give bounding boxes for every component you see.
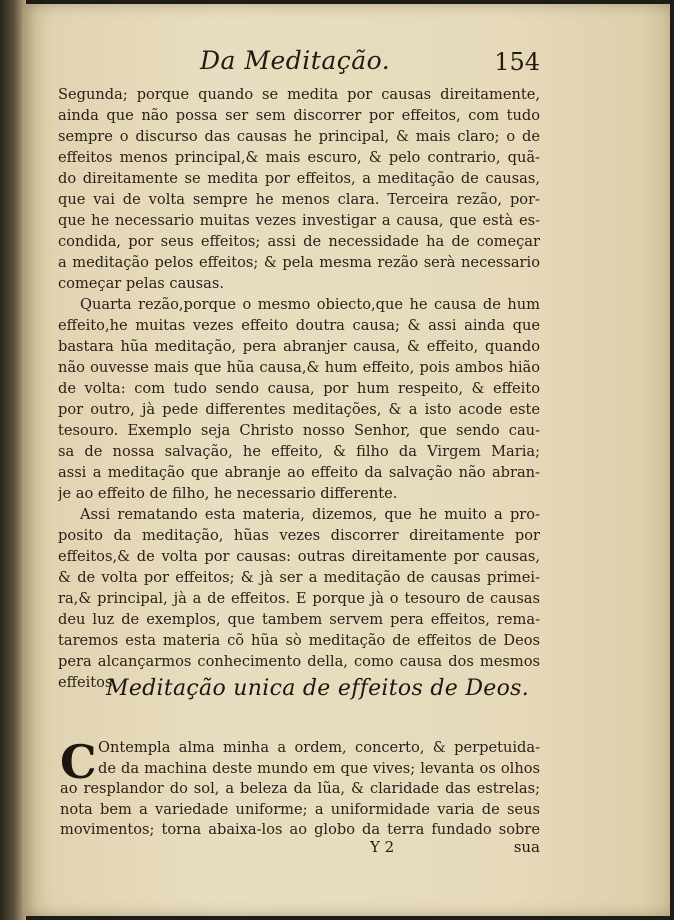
text-line: & de volta por effeitos; & jà ser a meditação de causas primei- (58, 569, 540, 586)
text-line: sempre o discurso das causas he principal, & mais claro; o de (58, 128, 540, 145)
text-line: que vai de volta sempre he menos clara. Terceira rezão, por- (58, 191, 540, 208)
text-line: condida, por seus effeitos; assi de necessidade ha de começar (58, 233, 540, 250)
text-line: movimentos; torna abaixa-los ao globo da terra fundado sobre (60, 821, 540, 838)
text-line: posito da meditação, hũas vezes discorrer direitamente por (58, 527, 540, 544)
running-title: Da Meditação. (200, 46, 391, 75)
text-line: effeitos. (58, 674, 118, 691)
text-line: começar pelas causas. (58, 275, 224, 292)
text-line: de volta: com tudo sendo causa, por hum respeito, & effeito (58, 380, 540, 397)
text-line: assi a meditação que abranje ao effeito da salvação não abran- (58, 464, 540, 481)
text-line: de da machina deste mundo em que vives; levanta os olhos (98, 759, 540, 777)
text-line: Ontempla alma minha a ordem, concerto, & perpetuida- (98, 739, 540, 756)
text-line: effeitos menos principal,& mais escuro, & pelo contrario, quã- (58, 149, 540, 166)
text-line: do direitamente se medita por effeitos, a meditação de causas, (58, 170, 540, 187)
page-number: 154 (494, 48, 540, 76)
text-line: taremos esta materia cõ hũa sò meditação de effeitos de Deos (58, 632, 540, 649)
text-line: Assi rematando esta materia, dizemos, que he muito a pro- (80, 506, 540, 523)
text-line: je ao effeito de filho, he necessario differente. (58, 485, 398, 502)
text-line: a meditação pelos effeitos; & pela mesma rezão serà necessario (58, 254, 540, 271)
text-line: bastara hũa meditação, pera abranjer causa, & effeito, quando (58, 338, 540, 355)
text-line: tesouro. Exemplo seja Christo nosso Senhor, que sendo cau- (58, 422, 540, 439)
text-line: por outro, jà pede differentes meditações, & a isto acode este (58, 401, 540, 418)
drop-cap: C (60, 735, 97, 789)
signature-mark: Y 2 (370, 838, 395, 856)
text-line: effeitos,& de volta por causas: outras direitamente por causas, (58, 548, 540, 565)
text-line: Quarta rezão,porque o mesmo obiecto,que he causa de hum (80, 296, 540, 313)
running-head (150, 46, 540, 86)
text-line: nota bem a variedade uniforme; a uniformidade varia de seus (60, 800, 540, 818)
text-line: effeito,he muitas vezes effeito doutra causa; & assi ainda que (58, 317, 540, 334)
text-line: ainda que não possa ser sem discorrer por effeitos, com tudo (58, 107, 540, 124)
text-line: que he necessario muitas vezes investigar a causa, que està es- (58, 212, 540, 229)
text-line: não ouvesse mais que hũa causa,& hum effeito, pois ambos hião (58, 359, 540, 376)
text-line: pera alcançarmos conhecimento della, como causa dos mesmos (58, 653, 540, 670)
text-line: ao resplandor do sol, a beleza da lũa, & claridade das estrelas; (60, 780, 540, 797)
text-line: sa de nossa salvação, he effeito, & filho da Virgem Maria; (58, 443, 540, 460)
text-line: deu luz de exemplos, que tambem servem pera effeitos, rema- (58, 611, 540, 628)
body-text (58, 84, 540, 693)
text-line: ra,& principal, jà a de effeitos. E porque jà o tesouro de causas (58, 590, 540, 607)
section-title: Meditação unica de effeitos de Deos. (106, 676, 530, 701)
meditation-paragraph (60, 735, 540, 841)
text-line: Segunda; porque quando se medita por causas direitamente, (58, 86, 540, 103)
page-footer (60, 838, 540, 862)
catchword: sua (513, 838, 540, 856)
